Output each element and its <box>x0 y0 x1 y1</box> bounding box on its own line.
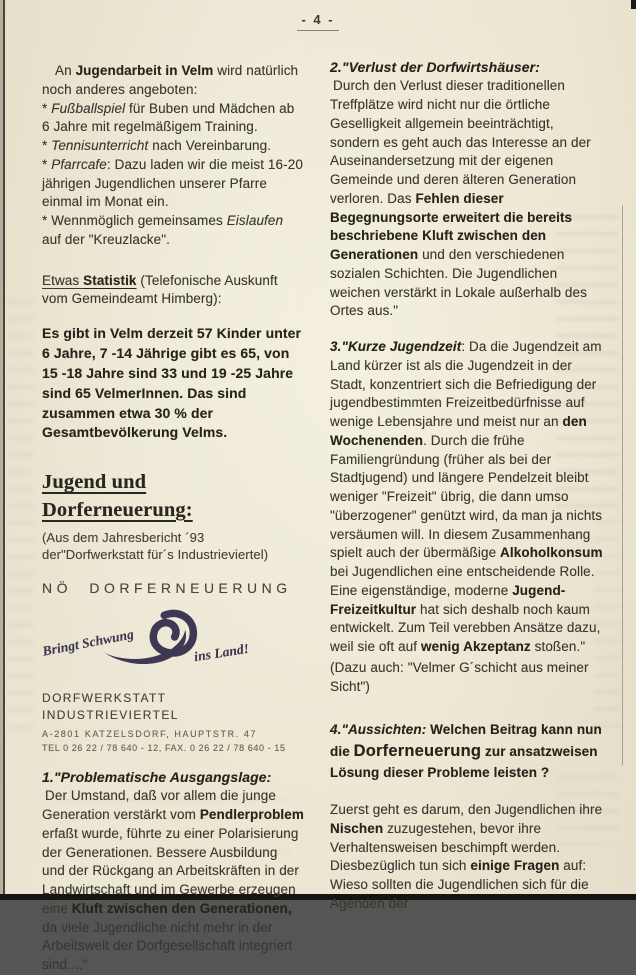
slogan-bringt-schwung: Bringt Schwung <box>41 626 135 660</box>
letterhead-phone-fax: TEL 0 26 22 / 78 640 - 12, FAX. 0 26 22 / 78 640 - 15 <box>42 743 286 754</box>
statistik-paragraph: Es gibt in Velm derzeit 57 Kinder unter 6 Jahre, 7 -14 Jährige gibt es 65, von 15 -18 Jahre sind 33 und 19 -25 Jahre sind 65 VelmerInnen. Das sind zusammen etwa 30 % der Gesamtbevölkerung Velms. <box>42 325 302 441</box>
page-number: - 4 - <box>0 12 636 31</box>
activity-item-fussballspiel: * Fußballspiel für Buben und Mädchen ab 6 Jahre mit regelmäßigem Training. <box>42 100 295 135</box>
section-title-jugend-und-dorferneuerung: Jugend und Dorferneuerung: <box>42 471 193 521</box>
scan-edge-line-left <box>3 0 5 900</box>
letterhead-address: A-2801 KATZELSDORF, HAUPTSTR. 47 <box>42 728 258 739</box>
section-1-problematische-ausgangslage <box>42 768 304 975</box>
section-3-note: (Dazu auch: "Velmer G´schicht aus meiner Sicht") <box>330 659 589 694</box>
activity-item-tennisunterricht: * Tennisunterricht nach Vereinbarung. <box>42 138 272 153</box>
section-1-heading: 1."Problematische Ausgangslage: <box>42 768 272 785</box>
letterhead-title: NÖ DORFERNEUERUNG <box>42 579 292 596</box>
right-column <box>330 58 604 914</box>
jahresbericht-note: (Aus dem Jahresbericht ´93 der"Dorfwerkstatt für´s Industrieviertel) <box>42 529 269 562</box>
section-2-heading: 2."Verlust der Dorfwirtshäuser: <box>330 59 540 75</box>
scan-corner-mark <box>631 0 636 9</box>
slogan-ins-land: ins Land! <box>193 641 250 665</box>
left-column <box>42 62 304 975</box>
swirl-swoosh-logo-icon <box>100 600 212 686</box>
section-3-kurze-jugendzeit <box>330 338 604 696</box>
bleedthrough-text <box>8 300 34 730</box>
activity-item-eislaufen: * Wennmöglich gemeinsames Eislaufen auf der "Kreuzlacke". <box>42 213 284 247</box>
section-4-aussichten: 4."Aussichten: Welchen Beitrag kann nun die Dorferneuerung zur ansatzweisen Lösung dieser Probleme leisten ? <box>330 722 602 781</box>
section-2-verlust-der-dorfwirtshaeuser <box>330 58 604 321</box>
activity-item-pfarrcafe: * Pfarrcafe: Dazu laden wir die meist 16-20 jährigen Jugendlichen unserer Pfarre einmal im Monat ein. <box>42 156 303 210</box>
section-3-body: 3."Kurze Jugendzeit: Da die Jugendzeit am Land kürzer ist als die Jugendzeit in der Stadt, konzentriert sich die Befriedigung der jugendbestimmten Freizeitbedürfnisse auf wenige Lebensjahre und meist nur an den Wochenenden. Durch die frühe Familiengründung (früher als bei der Stadtjugend) und längere Pendelzeit bleibt weniger "Freizeit" übrig, die dann umso "überzogener" genützt wird, da man ja nichts versäumen will. In diesem Zusammenhang spielt auch der übermäßige Alkoholkonsum bei Jugendlichen eine entscheidende Rolle. Eine eigenständige, moderne Jugend-Freizeitkultur hat sich deshalb noch kaum entwickelt. Zum Teil verebben Ansätze dazu, weil sie oft auf wenig Akzeptanz stoßen." <box>330 339 603 655</box>
scan-edge-line-right <box>622 205 623 765</box>
letterhead-logo <box>42 598 304 690</box>
dorferneuerung-letterhead <box>41 579 304 754</box>
letterhead-org-name: DORFWERKSTATT INDUSTRIEVIERTEL <box>42 691 179 723</box>
statistik-heading: Etwas Statistik (Telefonische Auskunft vom Gemeindeamt Himberg): <box>42 272 278 307</box>
section-1-body: Der Umstand, daß vor allem die junge Generation verstärkt vom Pendlerproblem erfaßt wurde, führte zu einer Polarisierung der Generationen. Bessere Ausbildung und der Rückgang an Arbeitskräften in der Landwirtschaft und im Gewerbe erzeugen eine Kluft zwischen den Generationen, da viele Jugendliche nicht mehr in der Arbeitswelt der Dorfgesellschaft integriert sind...." <box>42 788 304 973</box>
closing-paragraph: Zuerst geht es darum, den Jugendlichen ihre Nischen zuzugestehen, bevor ihre Verhaltensweisen beschimpft werden. Diesbezüglich tun sich einige Fragen auf: Wieso sollten die Jugendlichen sich für die Agenden der <box>330 802 603 911</box>
section-2-body: Durch den Verlust dieser traditionellen Treffplätze wird nicht nur die örtliche Geselligkeit allgemein beeinträchtigt, sondern es geht auch das Interesse an der Auseinandersetzung mit der eigenen Gemeinde und deren älteren Generation verloren. Das Fehlen dieser Begegnungsorte erweitert die bereits beschriebene Kluft zwischen den Generationen und den verschiedenen sozialen Schichten. Die Jugendlichen weichen verstärkt in Lokale außerhalb des Ortes aus." <box>330 78 591 319</box>
intro-paragraph: An Jugendarbeit in Velm wird natürlich noch anderes angeboten: <box>42 63 299 97</box>
